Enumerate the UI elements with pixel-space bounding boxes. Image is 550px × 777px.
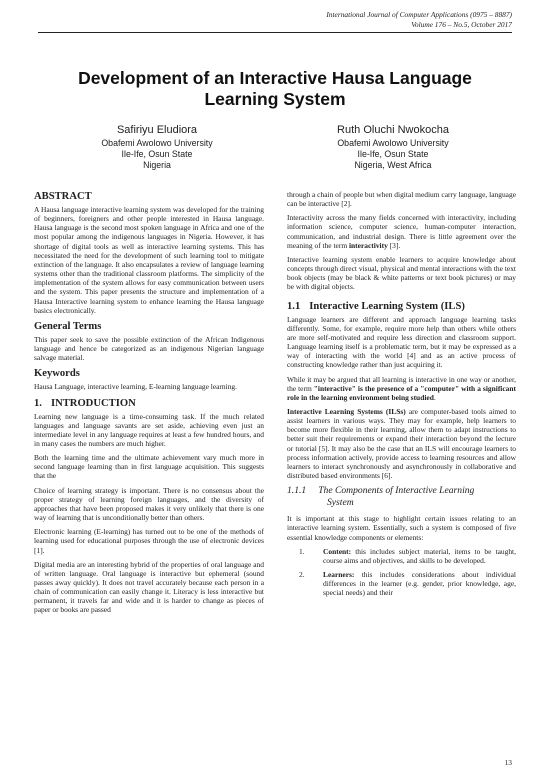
author-name: Safiriyu Eludiora [116,124,198,136]
author-affiliation: Obafemi Awolowo University [101,138,213,148]
list-number: 1. [299,546,305,556]
title-line-2: Learning System [204,89,346,109]
journal-name: International Journal of Computer Applications (0975 – 8887) [326,10,512,19]
bold-term: "interactive" is the presence of a "computer" with a significant role in the learning environment being studied [287,383,516,402]
author-city: Ile-Ife, Osun State [357,149,429,159]
section-1-1-heading [287,300,516,313]
title-line-1: Development of an Interactive Hausa Language [78,68,472,88]
general-terms-heading: General Terms [34,320,102,332]
intro-paragraph: Learning new language is a time-consuming task. If the much related languages and language savants are set aside, achieving even just an intermediate level in any language requires at least a few hundred hours, and in many cases the numbers are much higher. [34,411,264,448]
paper-title [40,68,510,110]
header-rule [38,32,512,33]
page-number: 13 [504,758,512,767]
section-number: 1. [34,397,42,409]
item-text: this includes considerations about individual differences in the learner (e.g. gender, prior knowledge, age, special needs) and their [323,570,516,598]
component-list [287,547,516,598]
left-column [34,190,264,620]
introduction-heading [34,397,264,410]
body-paragraph: Language learners are different and approach language learning tasks differently. Some, for example, require more help than others while others are more self-motivated and require less direction and classroom support. Language learning itself is a problematic term, but it may be expressed as a way of interacting with the world [4] and as an active process of constructing knowledge rather than just acquiring it. [287,314,516,370]
body-paragraph: It is important at this stage to highlight certain issues relating to an interactive learning system. Essentially, such a system is composed of five essential knowledge components or elements: [287,514,516,542]
bold-term: interactivity [348,240,388,250]
body-paragraph: through a chain of people but when digital medium carry language, language can be interactive [2]. [287,190,516,209]
text-run: While it may be argued that all learning is interactive in one way or another, the term [287,374,516,393]
general-terms-text: This paper seek to save the possible extinction of the African Indigenous language and hence be categorized as an indigenous Nigerian language salvage material. [34,334,264,363]
body-paragraph [287,407,516,480]
intro-paragraph: Choice of learning strategy is important. There is no consensus about the proper strategy of learning foreign languages, and the diversity of approaches that have been proposed makes it very unlikely that there is one way of learning that is unconditionally better than others. [34,485,264,523]
section-title: Interactive Learning System (ILS) [309,300,465,312]
author-city: Ile-Ife, Osun State [121,149,193,159]
right-column [287,190,516,602]
section-number: 1.1 [287,300,301,312]
section-title: INTRODUCTION [50,397,136,409]
body-paragraph [287,375,516,402]
item-label: Content: [323,546,352,556]
body-paragraph: Interactive learning system enable learners to acquire knowledge about concepts through direct visual, physical and mental interactions with the text book objects (may be black & white patterns or text book pictures) or may be with digital objects. [287,254,516,292]
list-item [287,547,516,565]
text-run: Interactivity across the many fields concerned with interactivity, including information science, computer science, human-computer interaction, communication, and industrial design. There is little agreement over the meaning of the term [287,213,516,250]
subsection-title-line-2: System [327,497,354,509]
text-run: are computer-based tools aimed to assist learners in various ways. They may for example, help learners to become more flexible in their learning, allow them to adapt instructions to better suit their requirements or expand their interaction beyond the lecture or tutorial [5]. It may also be the case that an ILS will encourage learners to process information actively, provide access to learning resources and allow learners to interact synchronously and asynchronously in collaborative and distributed based environments [6]. [287,406,516,481]
subsection-number: 1.1.1 [287,485,307,497]
body-paragraph [287,213,516,250]
item-text: this includes subject material, items to be taught, course aims and objectives, and skills to be developed. [323,546,516,565]
text-run: . [433,392,436,402]
keywords-text: Hausa Language, interactive learning, E-learning language learning. [34,382,237,392]
author-2 [298,123,488,171]
item-label: Learners: [323,570,355,579]
list-item [287,570,516,597]
author-name: Ruth Oluchi Nwokocha [337,124,449,136]
intro-paragraph: Digital media are an interesting hybrid of the properties of oral language and of written language. Oral language is interactive but ephemeral (sound passes away quickly). It does not travel accurately because each person in a chain of communication can easily change it. Literacy is less interactive but permanent, it travels far and wide and it is harder to change as pieces of paper or books are passed [34,559,264,615]
intro-paragraph: Both the learning time and the ultimate achievement vary much more in second language learning than in first language acquisition. This suggests that the [34,453,264,481]
author-country: Nigeria [143,160,171,170]
journal-header [326,10,512,30]
author-country: Nigeria, West Africa [354,160,432,170]
intro-paragraph: Electronic learning (E-learning) has turned out to be one of the methods of learning used for educational purposes through the use of electronic devices [1]. [34,527,264,555]
subsection-heading [287,485,516,509]
abstract-text: A Hausa language interactive learning system was developed for the training of beginners, foreigners and other people interested in Hausa language. Hausa language is the second most spoken language in Africa and one of the most popular among the indigenous languages in Nigeria. However, it has shortage of digital tools as well as interactive learning systems. This has necessitated the need for the development of such learning tool to mitigate extinction of the language. It also encapsulates a review of language learning systems other than the traditional classroom platforms. The simplicity of the implementation of the system allows for easy communication between users and the system. This paper presents the structure and implementation of a Hausa Interactive learning system to enhance learning the Hausa language basics electronically. [34,205,264,315]
journal-volume: Volume 176 – No.5, October 2017 [411,20,512,29]
abstract-heading: ABSTRACT [34,191,92,202]
subsection-title-line-1: The Components of Interactive Learning [318,485,475,497]
list-number: 2. [299,570,305,579]
author-affiliation: Obafemi Awolowo University [337,138,449,148]
keywords-heading: Keywords [34,368,80,380]
bold-term: Interactive Learning Systems (ILSs) [287,406,406,416]
author-1 [62,123,252,171]
text-run: [3]. [387,240,401,250]
